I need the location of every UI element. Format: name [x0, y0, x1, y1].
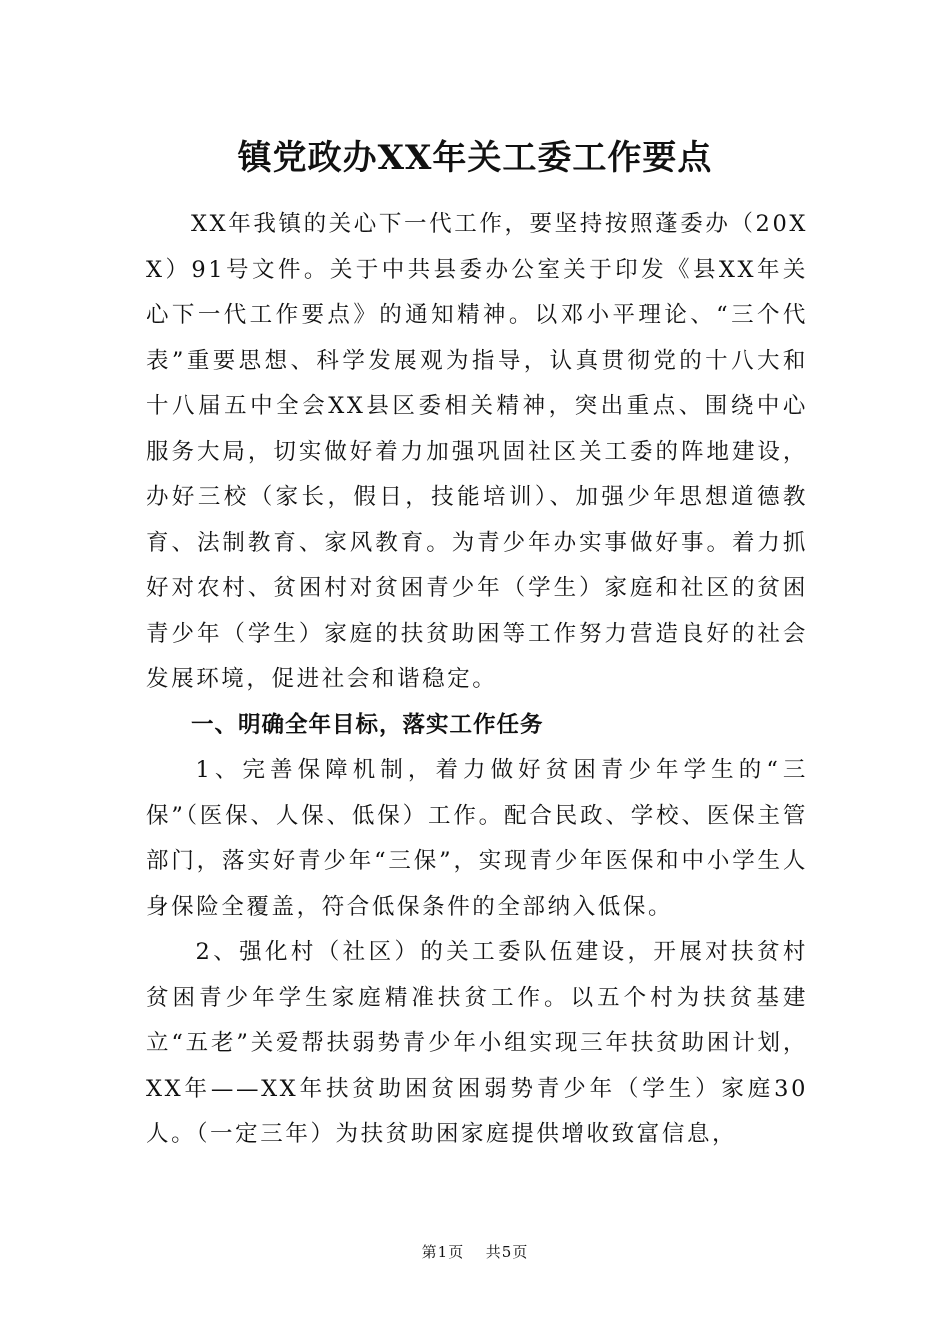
item-paragraph-2: 2、强化村（社区）的关工委队伍建设，开展对扶贫村贫困青少年学生家庭精准扶贫工作。以五个村为扶贫基建立“五老”关爱帮扶弱势青少年小组实现三年扶贫助困计划，XX年——XX年扶贫助困贫困弱势青少年（学生）家庭30人。（一定三年）为扶贫助困家庭提供增收致富信息， — [146, 939, 808, 1147]
section-heading: 一、明确全年目标，落实工作任务 — [191, 711, 544, 738]
intro-paragraph: XX年我镇的关心下一代工作，要坚持按照蓬委办（20XX）91号文件。关于中共县委办公室关于印发《县XX年关心下一代工作要点》的通知精神。以邓小平理论、“三个代表”重要思想、科学发展观为指导，认真贯彻党的十八大和十八届五中全会XX县区委相关精神，突出重点、围绕中心服务大局，切实做好着力加强巩固社区关工委的阵地建设，办好三校（家长，假日，技能培训）、加强少年思想道德教育、法制教育、家风教育。为青少年办实事做好事。着力抓好对农村、贫困村对贫困青少年（学生）家庭和社区的贫困青少年（学生）家庭的扶贫助困等工作努力营造良好的社会发展环境，促进社会和谐稳定。 — [146, 211, 808, 692]
item-paragraph-1: 1、完善保障机制，着力做好贫困青少年学生的“三保”（医保、人保、低保）工作。配合民政、学校、医保主管部门，落实好青少年“三保”，实现青少年医保和中小学生人身保险全覆盖，符合低保条件的全部纳入低保。 — [146, 757, 808, 920]
page-footer — [0, 1240, 950, 1264]
page-total: 共5页 — [485, 1243, 529, 1261]
page-number: 第1页 — [421, 1243, 465, 1261]
document-title: 镇党政办XX年关工委工作要点 — [237, 138, 713, 178]
document-body — [146, 202, 808, 1158]
